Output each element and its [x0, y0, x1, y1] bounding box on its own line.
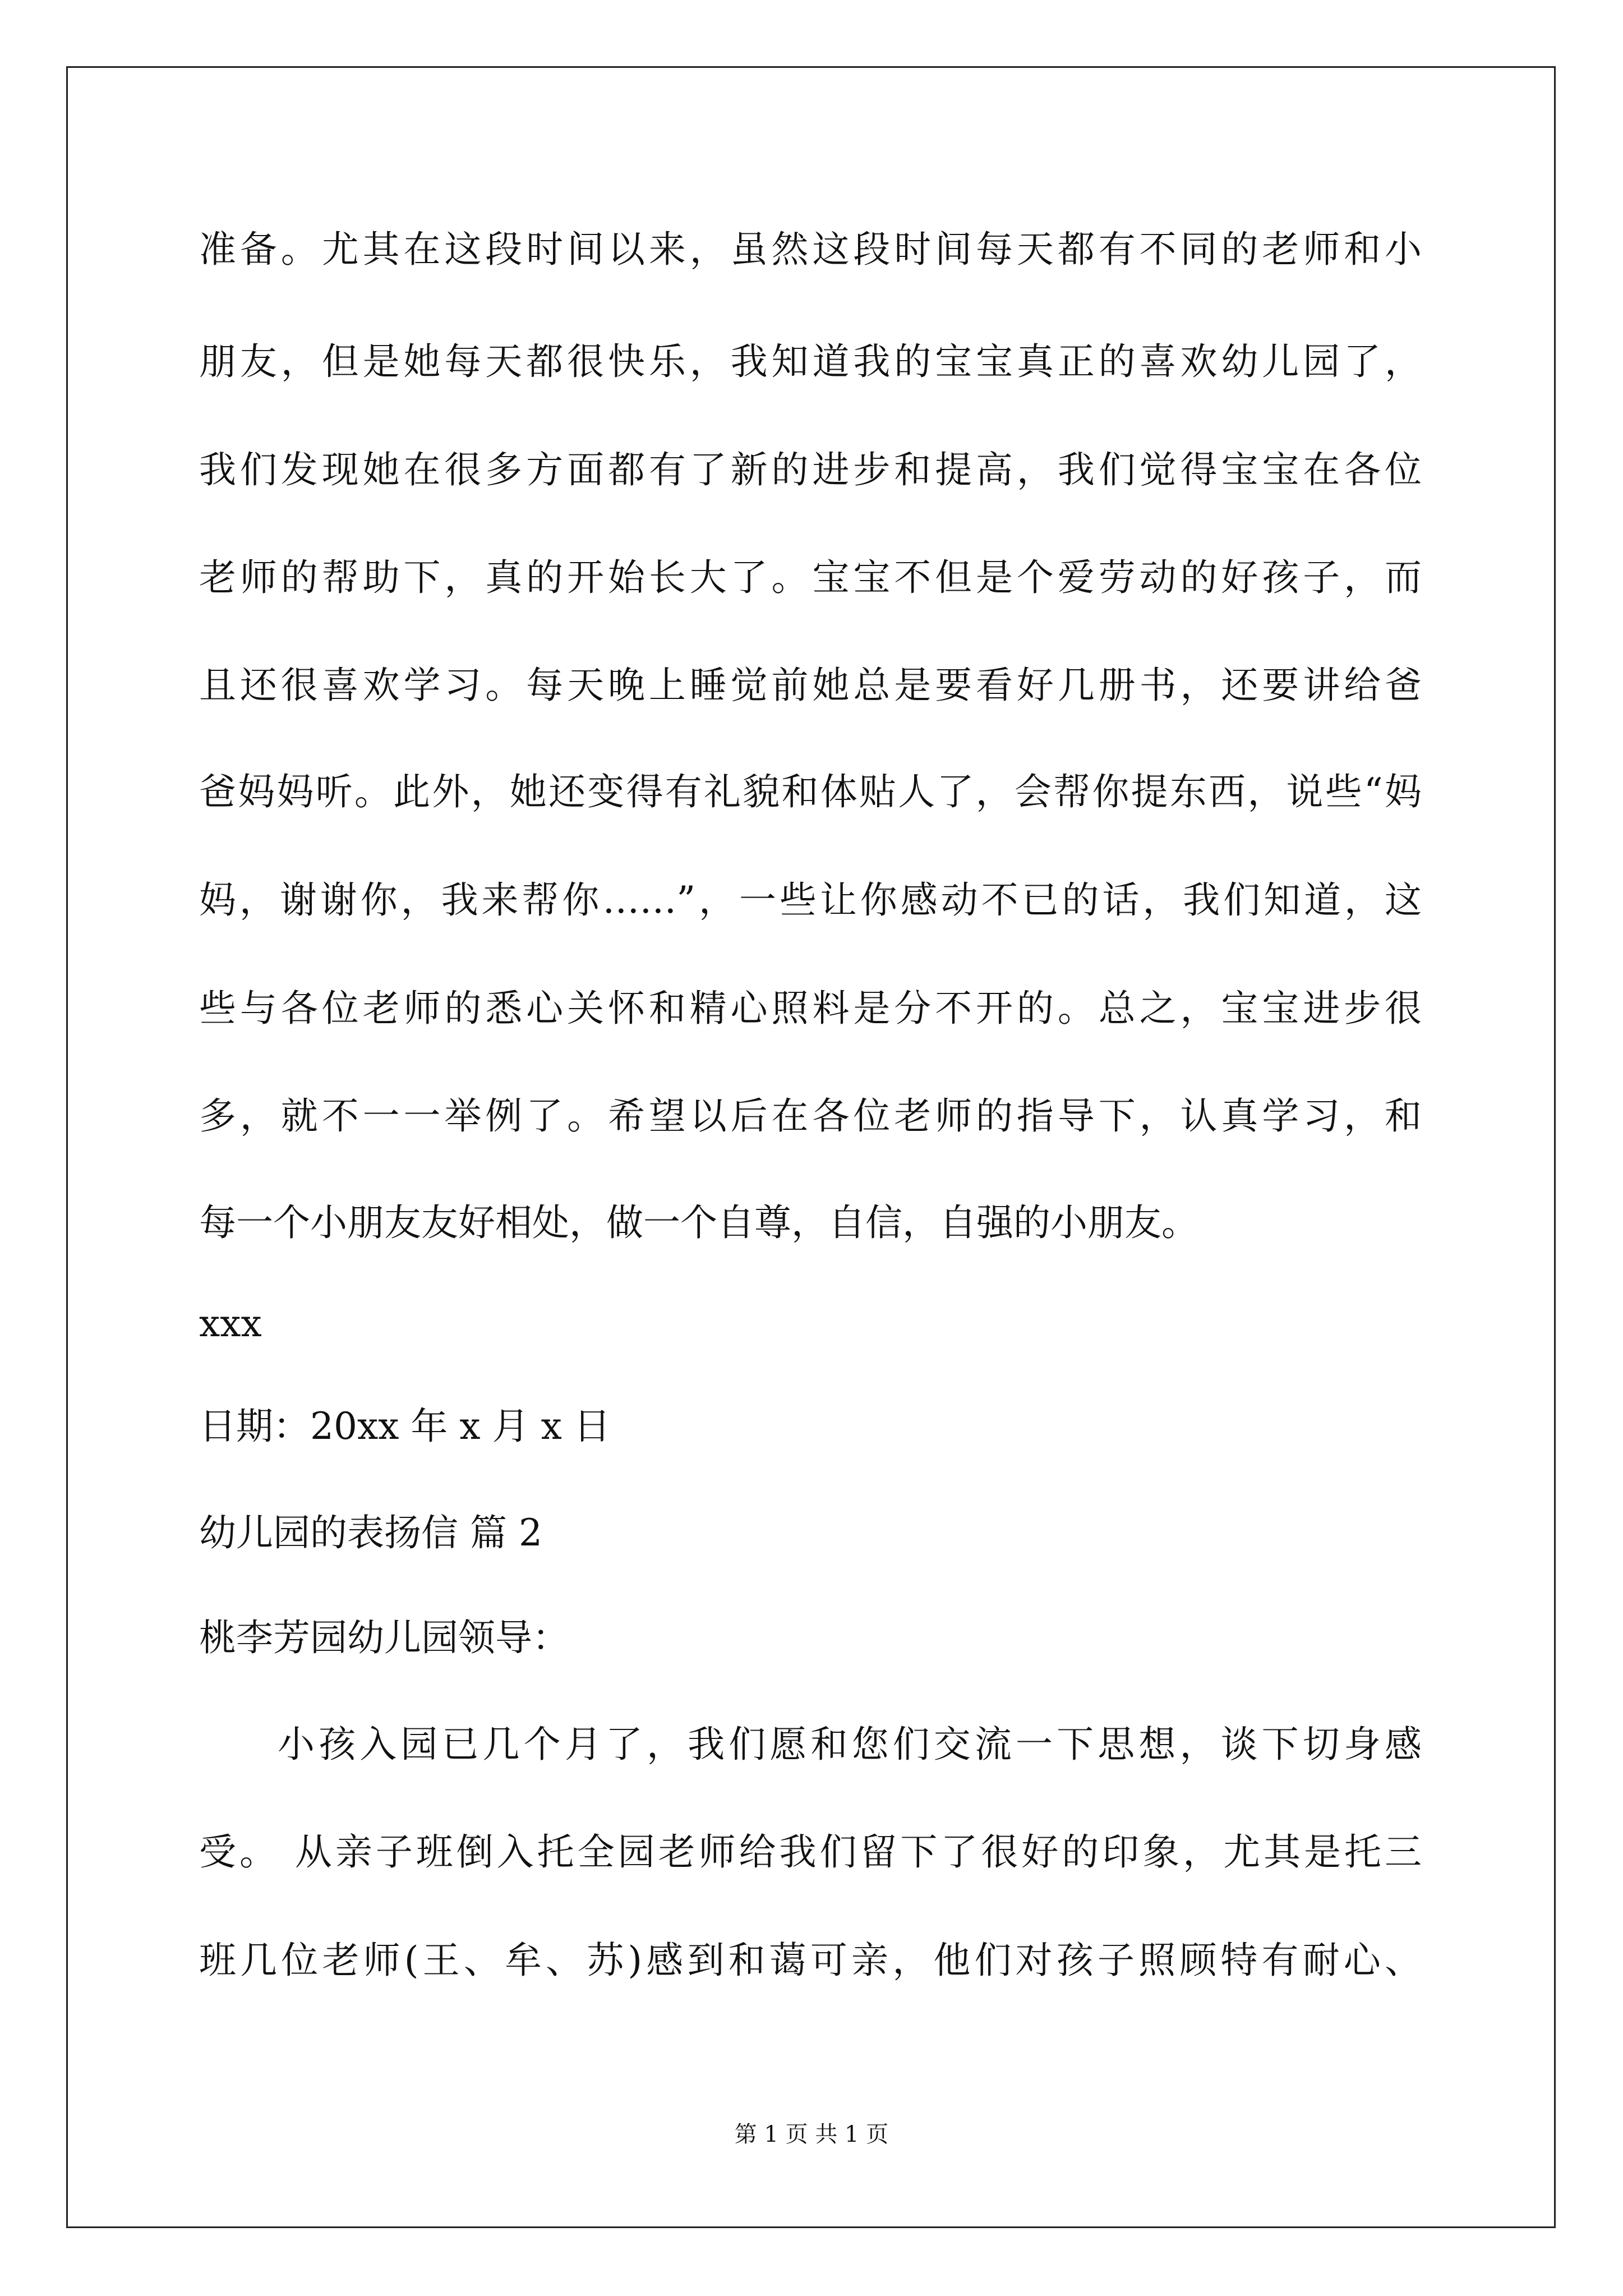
paragraph-line: 些与各位老师的悉心关怀和精心照料是分不开的。总之，宝宝进步很: [199, 987, 1422, 1030]
page-number: 第 1 页 共 1 页: [734, 2122, 889, 2147]
salutation: 桃李芳园幼儿园领导：: [199, 1616, 569, 1659]
paragraph-line: 我们发现她在很多方面都有了新的进步和提高，我们觉得宝宝在各位: [199, 448, 1422, 491]
paragraph-line: 班几位老师(王、牟、苏)感到和蔼可亲，他们对孩子照顾特有耐心、: [199, 1939, 1422, 1982]
paragraph-line: 准备。尤其在这段时间以来，虽然这段时间每天都有不同的老师和小: [199, 228, 1422, 271]
paragraph-line: 受。 从亲子班倒入托全园老师给我们留下了很好的印象，尤其是托三: [199, 1830, 1422, 1874]
paragraph-line: 妈，谢谢你，我来帮你……”，一些让你感动不已的话，我们知道，这: [199, 878, 1422, 922]
page-border: [66, 66, 1556, 2228]
paragraph-line: 且还很喜欢学习。每天晚上睡觉前她总是要看好几册书，还要讲给爸: [199, 664, 1422, 707]
paragraph-line: 朋友，但是她每天都很快乐，我知道我的宝宝真正的喜欢幼儿园了，: [199, 340, 1422, 383]
paragraph-line: 多，就不一一举例了。希望以后在各位老师的指导下，认真学习，和: [199, 1094, 1422, 1138]
signature: xxx: [199, 1302, 262, 1345]
paragraph-line: 每一个小朋友友好相处，做一个自尊，自信，自强的小朋友。: [199, 1201, 1198, 1244]
section-title: 幼儿园的表扬信 篇 2: [199, 1511, 542, 1554]
paragraph-line: 小孩入园已几个月了，我们愿和您们交流一下思想，谈下切身感: [278, 1723, 1422, 1766]
date-line: 日期：20xx 年 x 月 x 日: [199, 1405, 611, 1448]
paragraph-line: 爸妈妈听。此外，她还变得有礼貌和体贴人了，会帮你提东西，说些“妈: [199, 770, 1422, 813]
paragraph-line: 老师的帮助下，真的开始长大了。宝宝不但是个爱劳动的好孩子，而: [199, 556, 1422, 599]
